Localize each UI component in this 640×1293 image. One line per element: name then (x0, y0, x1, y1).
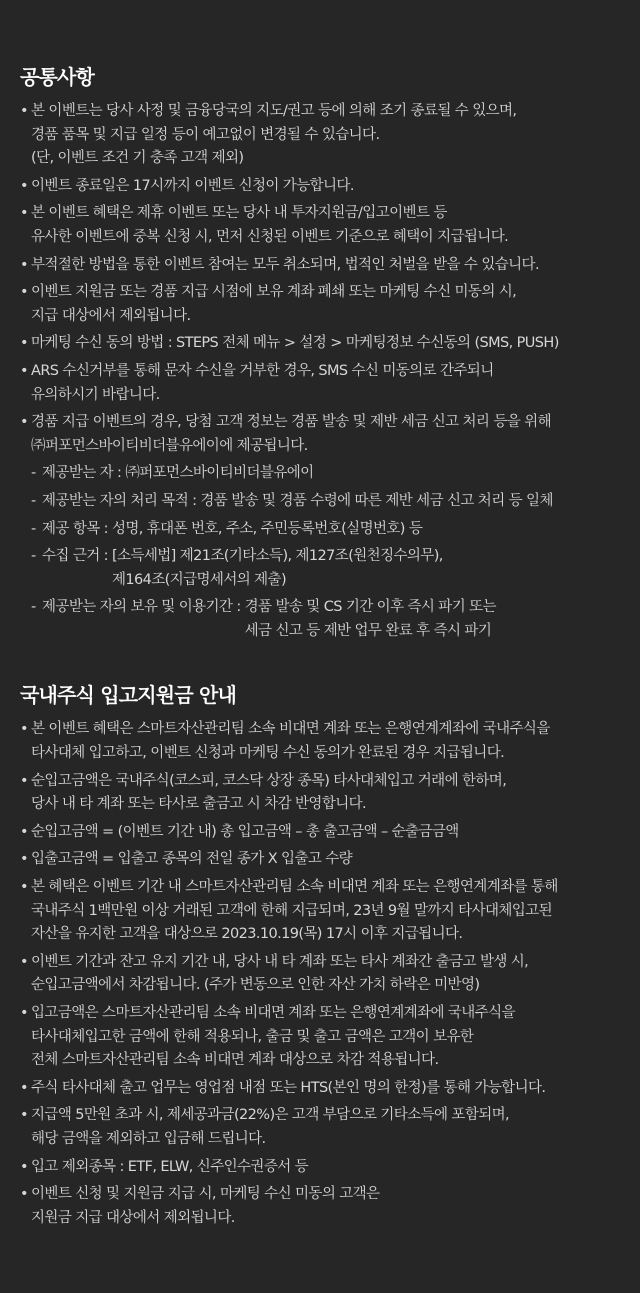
sub-item-retention (20, 596, 640, 643)
list-item: • 순입고금액 = (이벤트 기간 내) 총 입고금액 – 총 출고금액 – 순출금금액 (20, 821, 640, 845)
sub-item-purpose: - 제공받는 자의 처리 목적 : 경품 발송 및 경품 수령에 따른 제반 세금 신고 처리 등 일체 (20, 490, 640, 514)
sub-item-recipient: - 제공받는 자 : ㈜퍼포먼스바이티비더블유에이 (20, 462, 640, 486)
list-item: • ARS 수신거부를 통해 문자 수신을 거부한 경우, SMS 수신 미동의로 간주되니 유의하시기 바랍니다. (20, 360, 640, 407)
section-title-common: 공통사항 (20, 65, 95, 89)
list-item: • 부적절한 방법을 통한 이벤트 참여는 모두 취소되며, 법적인 처벌을 받을 수 있습니다. (20, 254, 640, 278)
list-item: • 본 혜택은 이벤트 기간 내 스마트자산관리팀 소속 비대면 계좌 또는 은행연계계좌를 통해 국내주식 1백만원 이상 거래된 고객에 한해 지급되며, 23년 9월 말까지 타사대체입고된 자산을 유지한 고객을 대상으로 2023.10.19(목) 17시 이후 지급됩니다. (20, 876, 640, 947)
list-item: • 지급액 5만원 초과 시, 제세공과금(22%)은 고객 부담으로 기타소득에 포함되며, 해당 금액을 제외하고 입금해 드립니다. (20, 1104, 640, 1151)
list-item: • 이벤트 기간과 잔고 유지 기간 내, 당사 내 타 계좌 또는 타사 계좌간 출금고 발생 시, 순입고금액에서 차감됩니다. (주가 변동으로 인한 자산 가치 하락은 미반영) (20, 951, 640, 998)
common-notes-list (20, 100, 640, 643)
list-item: • 마케팅 수신 동의 방법 : STEPS 전체 메뉴 > 설정 > 마케팅정보 수신동의 (SMS, PUSH) (20, 332, 640, 356)
list-item: • 이벤트 종료일은 17시까지 이벤트 신청이 가능합니다. (20, 175, 640, 199)
list-item: • 본 이벤트 혜택은 제휴 이벤트 또는 당사 내 투자지원금/입고이벤트 등 유사한 이벤트에 중복 신청 시, 먼저 신청된 이벤트 기준으로 혜택이 지급됩니다. (20, 202, 640, 249)
legal-basis-label: 수집 근거 : (42, 548, 112, 565)
list-item: • 순입고금액은 국내주식(코스피, 코스닥 상장 종목) 타사대체입고 거래에 한하며, 당사 내 타 계좌 또는 타사로 출금고 시 차감 반영합니다. (20, 770, 640, 817)
list-item: • 입고금액은 스마트자산관리팀 소속 비대면 계좌 또는 은행연계계좌에 국내주식을 타사대체입고한 금액에 한해 적용되나, 출금 및 출고 금액은 고객이 보유한 전체 스마트자산관리팀 소속 비대면 계좌 대상으로 차감 적용됩니다. (20, 1002, 640, 1073)
retention-value: 경품 발송 및 CS 기간 이후 즉시 파기 또는 세금 신고 등 제반 업무 완료 후 즉시 파기 (244, 599, 496, 639)
section-title-domestic-stock: 국내주식 입고지원금 안내 (20, 683, 237, 708)
list-item: • 이벤트 지원금 또는 경품 지급 시점에 보유 계좌 폐쇄 또는 마케팅 수신 미동의 시, 지급 대상에서 제외됩니다. (20, 281, 640, 328)
legal-basis-value: [소득세법] 제21조(기타소득), 제127조(원천징수의무), 제164조(지급명세서의 제출) (111, 548, 443, 588)
list-item: • 본 이벤트는 당사 사정 및 금융당국의 지도/권고 등에 의해 조기 종료될 수 있으며, 경품 품목 및 지급 일정 등이 예고없이 변경될 수 있습니다. (단, 이벤트 조건 기 충족 고객 제외) (20, 100, 640, 171)
list-item: • 주식 타사대체 출고 업무는 영업점 내점 또는 HTS(본인 명의 한정)를 통해 가능합니다. (20, 1077, 640, 1101)
list-item: • 이벤트 신청 및 지원금 지급 시, 마케팅 수신 미동의 고객은 지원금 지급 대상에서 제외됩니다. (20, 1183, 640, 1230)
list-item: • 입출고금액 = 입출고 종목의 전일 종가 X 입출고 수량 (20, 848, 640, 872)
common-notes-section (20, 62, 640, 643)
list-item: • 본 이벤트 혜택은 스마트자산관리팀 소속 비대면 계좌 또는 은행연계계좌에 국내주식을 타사대체 입고하고, 이벤트 신청과 마케팅 수신 동의가 완료된 경우 지급됩니다. (20, 718, 640, 765)
sub-item-fields: - 제공 항목 : 성명, 휴대폰 번호, 주소, 주민등록번호(실명번호) 등 (20, 518, 640, 542)
domestic-stock-section (20, 680, 640, 1230)
domestic-stock-list (20, 718, 640, 1230)
list-item: • 입고 제외종목 : ETF, ELW, 신주인수권증서 등 (20, 1156, 640, 1180)
list-item: • 경품 지급 이벤트의 경우, 당첨 고객 정보는 경품 발송 및 제반 세금 신고 처리 등을 위해 ㈜퍼포먼스바이티비더블유에이에 제공됩니다. (20, 411, 640, 458)
retention-label: 제공받는 자의 보유 및 이용기간 : (42, 599, 245, 616)
sub-item-legal-basis (20, 545, 640, 592)
